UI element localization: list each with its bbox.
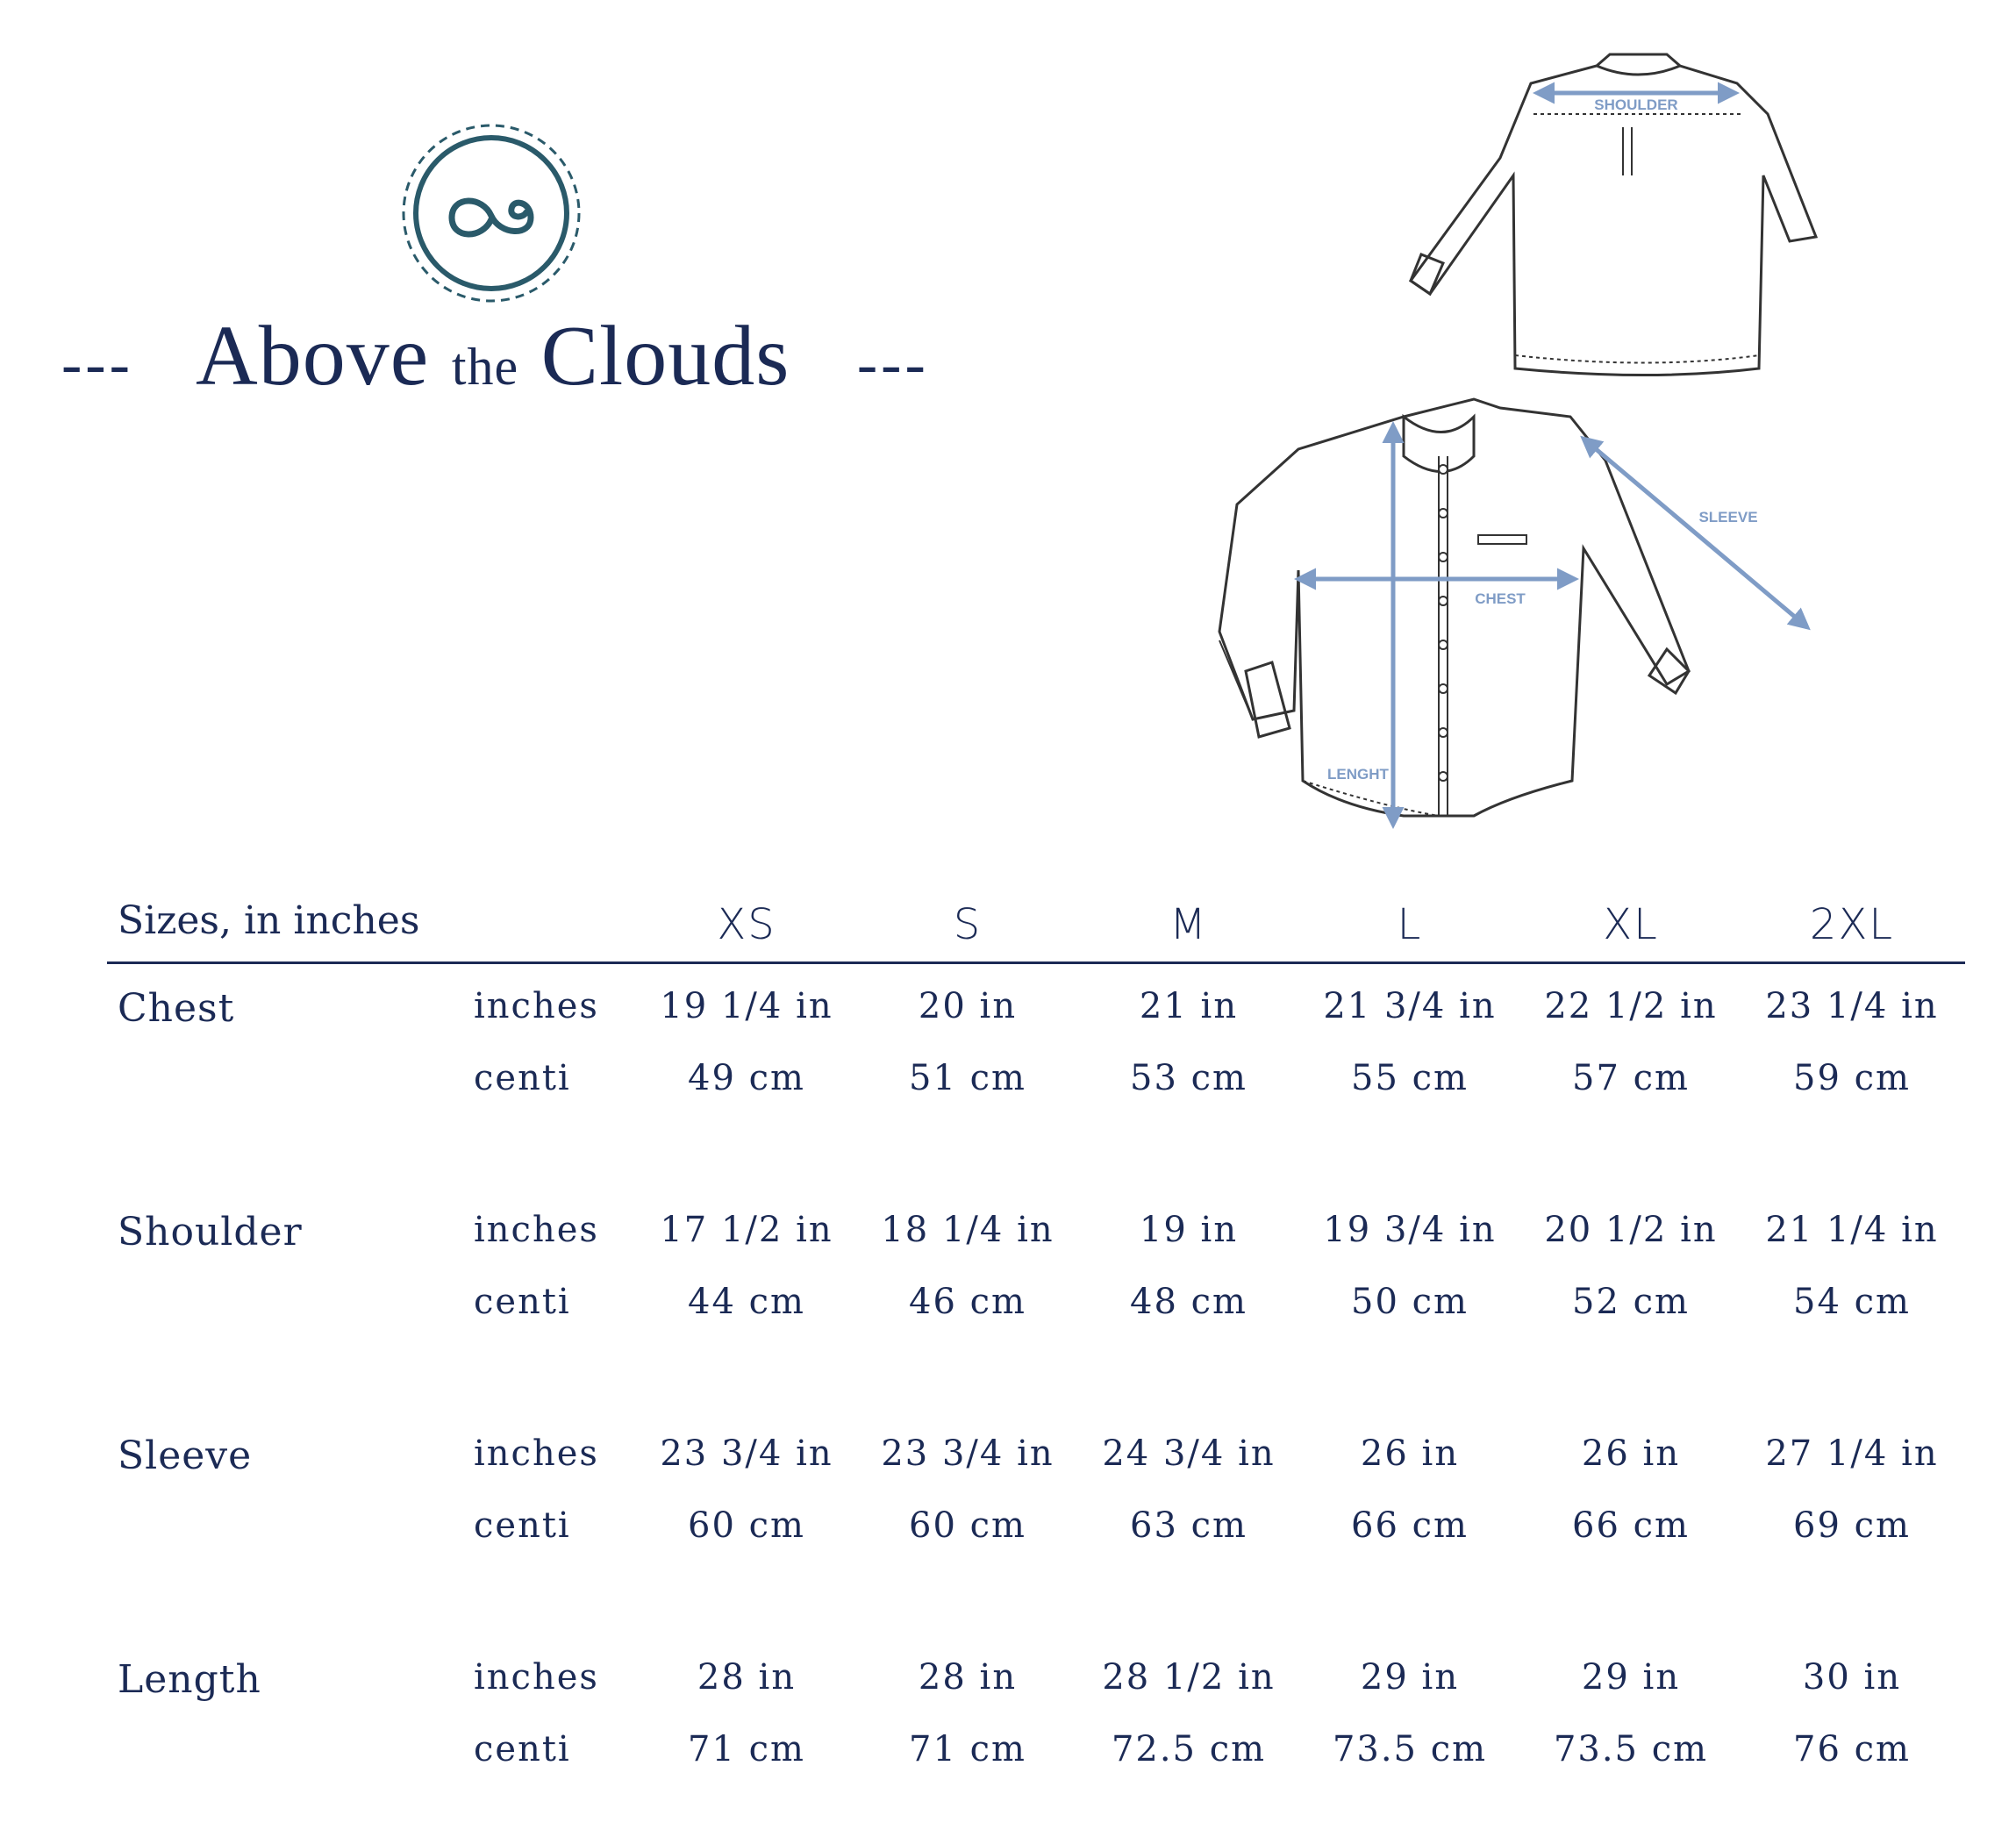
size-header-s: S	[953, 900, 983, 949]
chest-label: CHEST	[1475, 590, 1526, 607]
shoulder-row-label: Shoulder	[118, 1210, 303, 1255]
sleeve-inches-s: 23 3/4 in	[881, 1433, 1054, 1474]
shoulder-inches-unit-label: inches	[474, 1210, 599, 1250]
shoulder-inches-s: 18 1/4 in	[881, 1210, 1054, 1250]
chest-centi-2xl: 59 cm	[1793, 1058, 1911, 1098]
length-centi-xs: 71 cm	[688, 1729, 805, 1769]
brand-right-dashes: ---	[856, 331, 929, 398]
chest-inches-2xl: 23 1/4 in	[1765, 986, 1939, 1026]
sleeve-inches-l: 26 in	[1360, 1433, 1460, 1474]
size-header-row	[107, 895, 1965, 960]
length-inches-m: 28 1/2 in	[1102, 1657, 1276, 1698]
length-inches-xl: 29 in	[1581, 1657, 1681, 1698]
brand-logo	[399, 121, 583, 305]
length-centi-s: 71 cm	[909, 1729, 1026, 1769]
sleeve-inches-2xl: 27 1/4 in	[1765, 1433, 1939, 1474]
shoulder-inches-xs: 17 1/2 in	[660, 1210, 833, 1250]
brand-title	[61, 307, 939, 405]
shoulder-centi-xs: 44 cm	[688, 1282, 805, 1322]
chest-inches-m: 21 in	[1139, 986, 1239, 1026]
sleeve-row-label: Sleeve	[118, 1433, 253, 1478]
chest-inches-s: 20 in	[918, 986, 1018, 1026]
sleeve-inches-xs: 23 3/4 in	[660, 1433, 833, 1474]
table-title: Sizes, in inches	[118, 898, 420, 943]
length-row-label: Length	[118, 1657, 261, 1702]
chest-inches-unit-label: inches	[474, 986, 599, 1026]
shoulder-centi-m: 48 cm	[1130, 1282, 1247, 1322]
length-inches-unit-label: inches	[474, 1657, 599, 1698]
chest-centi-l: 55 cm	[1351, 1058, 1469, 1098]
sleeve-centi-xs: 60 cm	[688, 1505, 805, 1546]
chest-inches-xl: 22 1/2 in	[1544, 986, 1718, 1026]
chest-row-label: Chest	[118, 986, 235, 1031]
size-chart-table	[107, 895, 1965, 1769]
sleeve-label: SLEEVE	[1698, 509, 1758, 525]
shoulder-centi-s: 46 cm	[909, 1282, 1026, 1322]
shoulder-centi-l: 50 cm	[1351, 1282, 1469, 1322]
sleeve-inches-xl: 26 in	[1581, 1433, 1681, 1474]
size-header-xs: XS	[717, 900, 776, 949]
chest-inches-xs: 19 1/4 in	[660, 986, 833, 1026]
brand-word-clouds: Clouds	[540, 309, 790, 404]
size-header-l: L	[1397, 900, 1423, 949]
chest-centi-xl: 57 cm	[1572, 1058, 1690, 1098]
chest-centi-xs: 49 cm	[688, 1058, 805, 1098]
shoulder-label: SHOULDER	[1594, 97, 1678, 113]
length-centi-xl: 73.5 cm	[1553, 1729, 1709, 1769]
shoulder-centi-unit-label: centi	[474, 1282, 571, 1322]
shirt-measurement-diagram	[1211, 44, 1842, 833]
chest-centi-m: 53 cm	[1130, 1058, 1247, 1098]
length-label: LENGHT	[1327, 766, 1389, 783]
sleeve-centi-s: 60 cm	[909, 1505, 1026, 1546]
length-centi-2xl: 76 cm	[1793, 1729, 1911, 1769]
sleeve-centi-l: 66 cm	[1351, 1505, 1469, 1546]
front-buttons	[1439, 465, 1448, 781]
sleeve-centi-2xl: 69 cm	[1793, 1505, 1911, 1546]
size-header-m: M	[1169, 900, 1208, 949]
shoulder-centi-2xl: 54 cm	[1793, 1282, 1911, 1322]
sleeve-arrow	[1583, 439, 1807, 627]
length-centi-unit-label: centi	[474, 1729, 571, 1769]
sleeve-centi-m: 63 cm	[1130, 1505, 1247, 1546]
chest-centi-s: 51 cm	[909, 1058, 1026, 1098]
sleeve-centi-xl: 66 cm	[1572, 1505, 1690, 1546]
shoulder-centi-xl: 52 cm	[1572, 1282, 1690, 1322]
sleeve-centi-unit-label: centi	[474, 1505, 571, 1546]
brand-word-above: Above	[196, 309, 430, 404]
infinity-swirl-icon	[452, 201, 531, 234]
sleeve-inches-unit-label: inches	[474, 1433, 599, 1474]
length-inches-s: 28 in	[918, 1657, 1018, 1698]
size-header-2xl: 2XL	[1809, 900, 1895, 949]
length-inches-l: 29 in	[1360, 1657, 1460, 1698]
shoulder-inches-2xl: 21 1/4 in	[1765, 1210, 1939, 1250]
header-divider	[107, 961, 1965, 964]
length-centi-m: 72.5 cm	[1111, 1729, 1267, 1769]
length-inches-2xl: 30 in	[1802, 1657, 1902, 1698]
size-header-xl: XL	[1603, 900, 1659, 949]
brand-left-dashes: ---	[61, 331, 133, 398]
shoulder-inches-xl: 20 1/2 in	[1544, 1210, 1718, 1250]
shoulder-inches-m: 19 in	[1139, 1210, 1239, 1250]
shoulder-inches-l: 19 3/4 in	[1323, 1210, 1497, 1250]
chest-centi-unit-label: centi	[474, 1058, 571, 1098]
length-centi-l: 73.5 cm	[1332, 1729, 1488, 1769]
shirt-front-view	[1219, 399, 1689, 816]
sleeve-inches-m: 24 3/4 in	[1102, 1433, 1276, 1474]
brand-word-the: the	[451, 338, 519, 396]
chest-inches-l: 21 3/4 in	[1323, 986, 1497, 1026]
length-inches-xs: 28 in	[697, 1657, 797, 1698]
